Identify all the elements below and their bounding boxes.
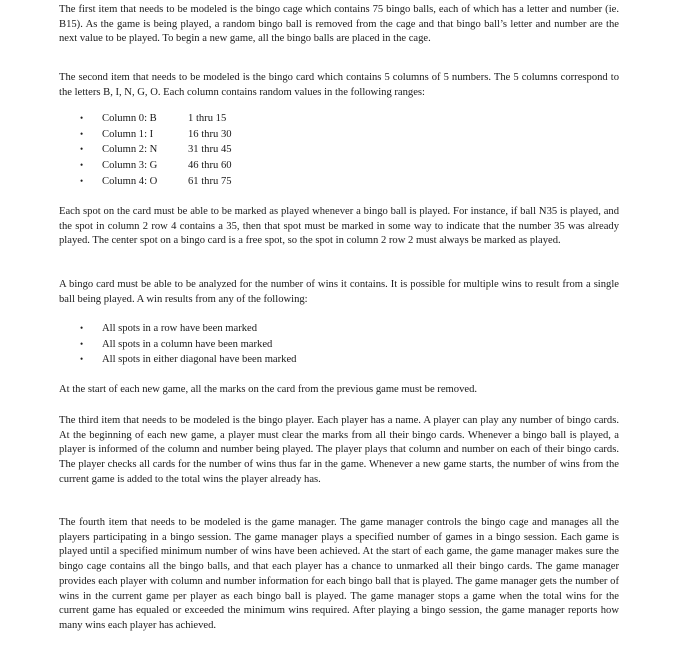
- bullet-icon: •: [80, 338, 84, 349]
- column-label: Column 0: B: [102, 113, 157, 124]
- paragraph-win-analysis: A bingo card must be able to be analyzed for the number of wins it contains. It is possible for multiple wins to result from a single ball being played. A win results from any of the following:: [59, 279, 619, 305]
- column-label: Column 3: G: [102, 160, 158, 172]
- column-label: Column 2: N: [102, 144, 158, 156]
- bullet-icon: •: [80, 354, 84, 365]
- win-condition: All spots in a row have been marked: [102, 323, 258, 334]
- paragraph-bingo-cage: The first item that needs to be modeled is the bingo cage which contains 75 bingo balls, each of which has a letter and number (ie. B15). As the game is being played, a random bingo ball is removed from the cage and that bingo ball’s letter and number are the next value to be played. To begin a new game, all the bingo balls are placed in the cage.: [59, 4, 619, 45]
- paragraph-game-manager: The fourth item that needs to be modeled is the game manager. The game manager controls the bingo cage and manages all the players participating in a bingo session. The game manager plays a specified number of games in a bingo session. Each game is played until a specified minimum number of wins have been achieved. At the start of each game, the game manager makes sure the bingo cage contains all the bingo balls, and that each player has a chance to unmarked all their bingo cards. The game manager provides each player with column and number information for each bingo ball that is played. The game manager gets the number of wins in the current game per player as each bingo ball is played. The game manager stops a game when the total wins for the current game has equaled or exceeded the minimum wins required. After playing a bingo session, the game manager reports how many wins each player has achieved.: [59, 517, 619, 631]
- paragraph-reset-marks: At the start of each new game, all the marks on the card from the previous game must be removed.: [59, 384, 478, 395]
- paragraph-bingo-card: The second item that needs to be modeled is the bingo card which contains 5 columns of 5 numbers. The 5 columns correspond to the letters B, I, N, G, O. Each column contains random values in the following ranges:: [59, 72, 619, 98]
- bullet-icon: •: [80, 175, 84, 186]
- paragraph-marking-spots: Each spot on the card must be able to be marked as played whenever a bingo ball is played. For instance, if ball N35 is played, and the spot in column 2 row 4 contains a 35, then that spot must be marked in some way to indicate that the number 35 was already played. The center spot on a bingo card is a free spot, so the spot in column 2 row 2 must always be marked as played.: [59, 206, 619, 247]
- bullet-icon: •: [80, 128, 84, 139]
- column-label: Column 4: O: [102, 175, 158, 187]
- win-condition: All spots in either diagonal have been marked: [102, 354, 297, 366]
- column-range: 31 thru 45: [188, 144, 232, 156]
- win-condition: All spots in a column have been marked: [102, 338, 273, 350]
- bullet-icon: •: [80, 160, 84, 171]
- paragraph-bingo-player: The third item that needs to be modeled is the bingo player. Each player has a name. A player can play any number of bingo cards. At the beginning of each new game, a player must clear the marks from all their bingo cards. Whenever a bingo ball is played, a player is informed of the column and number being played. The player plays that column and number on each of their bingo cards. The player checks all cards for the number of wins thus far in the game. Whenever a new game starts, the number of wins from the current game is added to the total wins the player already has.: [59, 415, 619, 485]
- column-range: 16 thru 30: [188, 128, 232, 140]
- column-range: 61 thru 75: [188, 175, 232, 187]
- bullet-icon: •: [80, 144, 84, 155]
- column-label: Column 1: I: [102, 128, 154, 140]
- bullet-icon: •: [80, 323, 84, 333]
- column-range: 46 thru 60: [188, 160, 232, 172]
- column-range: 1 thru 15: [188, 113, 227, 124]
- bullet-icon: •: [80, 113, 84, 123]
